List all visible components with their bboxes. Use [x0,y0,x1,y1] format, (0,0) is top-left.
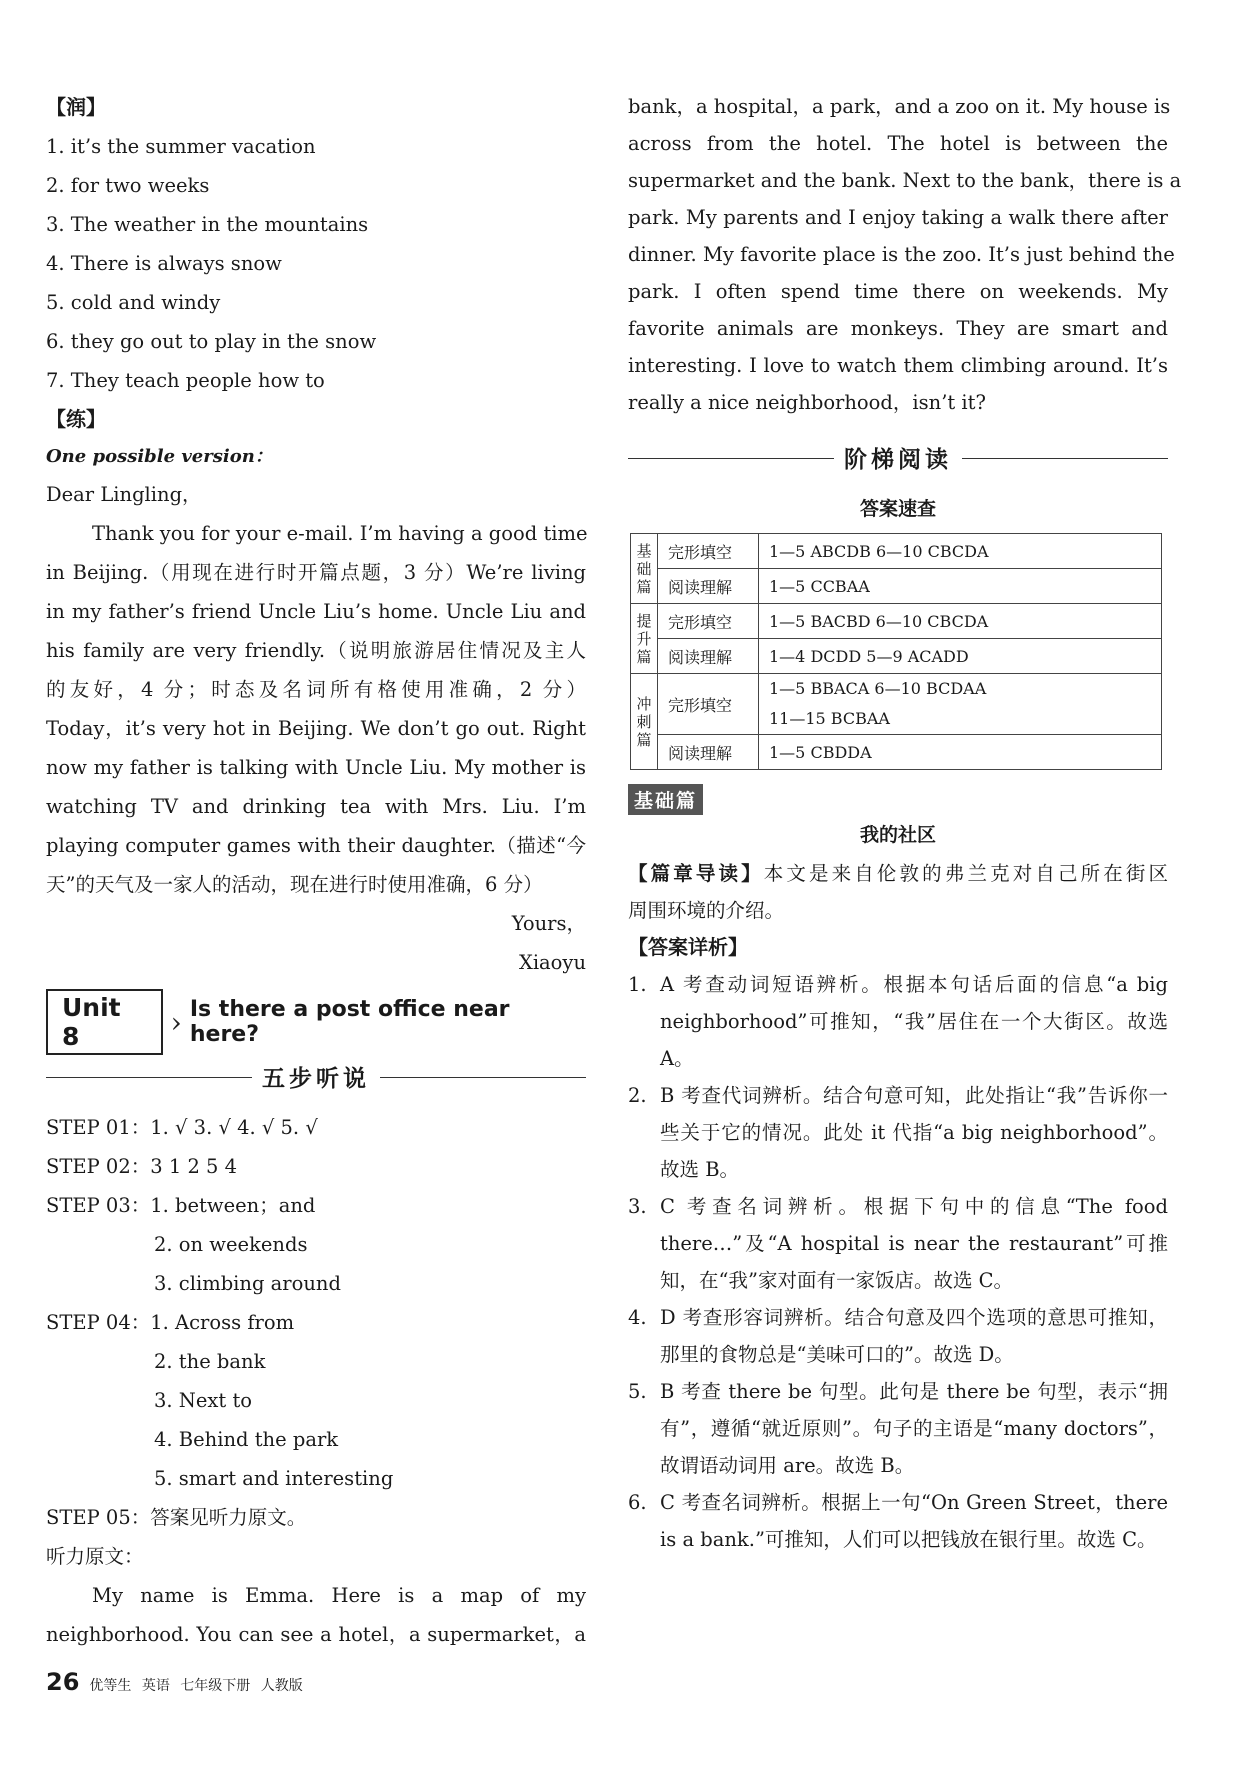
possible-version-label: One possible version： [46,446,273,467]
item-number: 3. [628,1195,647,1218]
table-answer: 1—5 BACBD 6—10 CBCDA [759,604,1162,639]
letter-body [46,514,586,904]
list-item [628,1077,1168,1188]
list-item: 3. The weather in the mountains [46,213,369,236]
run-heading: 【润】 [46,95,106,119]
listening-line: neighborhood. You can see a hotel，a supermarket，a [46,1623,586,1646]
listening-heading: 听力原文： [46,1545,144,1568]
left-column [46,88,586,1654]
lian-heading: 【练】 [46,407,106,431]
list-item [628,1188,1168,1299]
list-item: 4. There is always snow [46,252,282,275]
step-line: 4. Behind the park [154,1428,339,1451]
step-line: STEP 02：3 1 2 5 4 [46,1155,238,1178]
table-row [631,569,1162,604]
run-list [46,127,586,400]
item-number: 5. [628,1380,647,1403]
item-text: C 考查名词辨析。根据上一句“On Green Street，there is a bank.”可推知，人们可以把钱放在银行里。故选 C。 [660,1491,1168,1551]
unit-title: Is there a post office near here? [189,997,510,1047]
letter-line: his family are very friendly.（说明旅游居住情况及主人 [46,639,586,662]
item-text: D 考查形容词辨析。结合句意及四个选项的意思可推知，那里的食物总是“美味可口的”。故选 D。 [660,1306,1168,1366]
answer-table [630,533,1162,770]
table-group: 冲刺篇 [631,674,658,770]
letter-line: in my father’s friend Uncle Liu’s home. Uncle Liu and [46,600,586,623]
table-answer: 1—5 BBACA 6—10 BCDAA [769,679,987,698]
paragraph-line: interesting. I love to watch them climbing around. It’s [628,354,1168,377]
list-item: 1. it’s the summer vacation [46,135,316,158]
table-type: 完形填空 [658,674,759,735]
table-answer: 1—5 CBDDA [759,735,1162,770]
table-row [631,674,1162,735]
unit-header [46,993,586,1051]
page-footer [46,1668,303,1696]
guide-line: 周围环境的介绍。 [628,899,785,922]
paragraph-line: park. I often spend time there on weekends. My [628,280,1168,303]
item-text: C 考查名词辨析。根据下句中的信息“The food there…”及“A hospital is near the restaurant”可推知，在“我”家对面有一家饭店。故选 C。 [660,1195,1168,1292]
paragraph-line: bank，a hospital，a park，and a zoo on it. My house is [628,95,1171,118]
guide-text: 本文是来自伦敦的弗兰克对自己所在街区 [763,862,1168,885]
list-item: 5. cold and windy [46,291,221,314]
chevron-right-icon: › [170,1005,182,1039]
table-type: 完形填空 [658,534,759,569]
item-number: 4. [628,1306,647,1329]
item-text: B 考查代词辨析。结合句意可知，此处指让“我”告诉你一些关于它的情况。此处 it 代指“a big neighborhood”。故选 B。 [660,1084,1168,1181]
step-line: STEP 05：答案见听力原文。 [46,1506,307,1529]
list-item: 2. for two weeks [46,174,210,197]
table-group: 基础篇 [631,534,658,604]
guide-line [628,855,1168,892]
step-line: 3. climbing around [154,1272,341,1295]
table-answer: 1—5 ABCDB 6—10 CBCDA [759,534,1162,569]
step-line: 2. on weekends [154,1233,308,1256]
step-line: 5. smart and interesting [154,1467,394,1490]
paragraph-line: really a nice neighborhood，isn’t it? [628,391,986,414]
table-answer: 1—5 CCBAA [759,569,1162,604]
table-answer-cell [759,674,1162,735]
step-line: 3. Next to [154,1389,253,1412]
letter-line: 天”的天气及一家人的活动，现在进行时使用准确，6 分） [46,873,543,896]
section-title: 五步听说 [252,1060,380,1093]
paragraph-line: park. My parents and I enjoy taking a walk there after [628,206,1168,229]
list-item: 7. They teach people how to [46,369,325,392]
table-type: 阅读理解 [658,569,759,604]
table-answer: 11—15 BCBAA [769,709,890,728]
table-row [631,604,1162,639]
list-item [628,1373,1168,1484]
list-item [628,966,1168,1077]
table-row [631,639,1162,674]
letter-line: Thank you for your e-mail. I’m having a good time [92,522,588,545]
passage-title: 我的社区 [859,824,936,846]
detail-heading: 【答案详析】 [628,935,748,959]
table-type: 阅读理解 [658,639,759,674]
letter-line: playing computer games with their daughter.（描述“今 [46,834,586,857]
letter-line: in Beijing.（用现在进行时开篇点题，3 分）We’re living [46,561,586,584]
answer-title: 答案速查 [859,498,936,520]
item-number: 6. [628,1491,647,1514]
step-line: STEP 04：1. Across from [46,1311,295,1334]
section-title: 阶梯阅读 [834,441,962,474]
section-divider [46,1054,586,1102]
table-type: 阅读理解 [658,735,759,770]
unit-label: Unit 8 [46,989,163,1055]
letter-signature: Xiaoyu [518,951,586,974]
item-number: 2. [628,1084,647,1107]
right-column [628,88,1182,1558]
table-answer: 1—4 DCDD 5—9 ACADD [759,639,1162,674]
level-badge: 基础篇 [628,784,703,815]
footer-text: 优等生 英语 七年级下册 人教版 [89,1678,303,1694]
table-group: 提升篇 [631,604,658,674]
letter-line: watching TV and drinking tea with Mrs. Liu. I’m [46,795,586,818]
list-item [628,1299,1168,1373]
step-line: STEP 01：1. √ 3. √ 4. √ 5. √ [46,1116,318,1139]
letter-line: 的友好，4 分；时态及名词所有格使用准确，2 分） [46,678,586,701]
item-number: 1. [628,973,647,996]
listening-line: My name is Emma. Here is a map of my [92,1584,586,1607]
letter-closing: Yours， [511,912,586,935]
letter-line: Today，it’s very hot in Beijing. We don’t go out. Right [46,717,586,740]
paragraph-line: across from the hotel. The hotel is between the [628,132,1168,155]
paragraph-line: supermarket and the bank. Next to the bank，there is a [628,169,1182,192]
paragraph-line: dinner. My favorite place is the zoo. It’s just behind the [628,243,1175,266]
table-row [631,534,1162,569]
listening-continued [628,88,1182,421]
page-number: 26 [46,1668,80,1696]
section-divider [628,435,1168,483]
item-text: B 考查 there be 句型。此句是 there be 句型，表示“拥有”，遵循“就近原则”。句子的主语是“many doctors”，故谓语动词用 are。故选 B。 [660,1380,1168,1477]
steps-list [46,1108,586,1537]
list-item: 6. they go out to play in the snow [46,330,377,353]
letter-line: now my father is talking with Uncle Liu. My mother is [46,756,586,779]
table-type: 完形填空 [658,604,759,639]
step-line: STEP 03：1. between；and [46,1194,316,1217]
item-text: A 考查动词短语辨析。根据本句话后面的信息“a big neighborhood”可推知，“我”居住在一个大街区。故选 A。 [660,973,1168,1070]
details-list [628,966,1168,1558]
list-item [628,1484,1168,1558]
step-line: 2. the bank [154,1350,266,1373]
paragraph-line: favorite animals are monkeys. They are smart and [628,317,1168,340]
letter-greeting: Dear Lingling， [46,483,202,506]
guide-heading: 【篇章导读】 [628,862,764,885]
table-row [631,735,1162,770]
